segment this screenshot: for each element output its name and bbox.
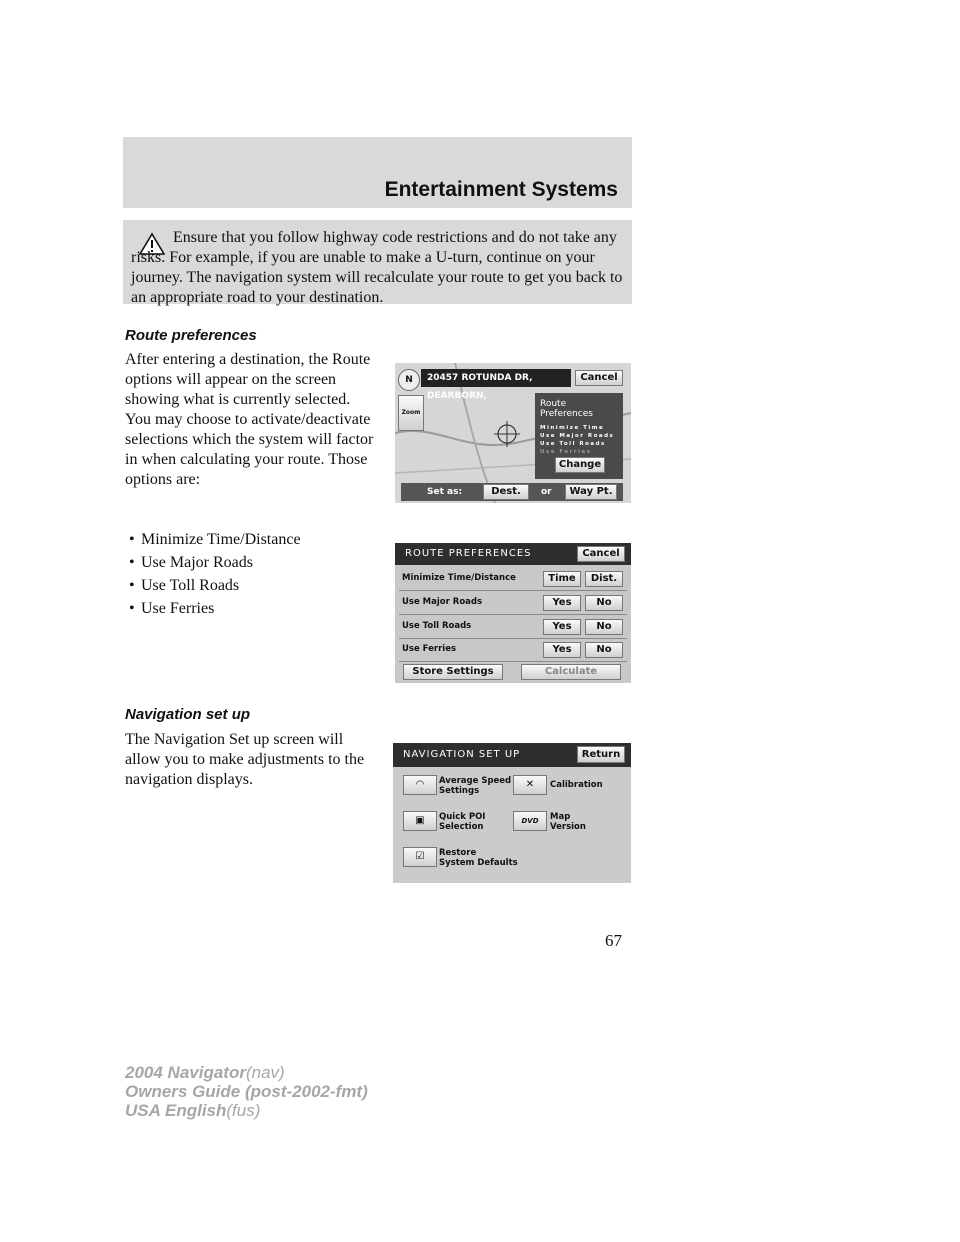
navigation-setup-screen-image [393, 743, 631, 883]
screen-title: NAVIGATION SET UP [393, 743, 631, 767]
tools-icon[interactable]: ✕ [513, 775, 547, 795]
zoom-button[interactable]: Zoom [398, 395, 424, 431]
cancel-button[interactable]: Cancel [577, 546, 625, 562]
toll-roads-no-button[interactable]: No [585, 619, 623, 635]
warning-box [123, 220, 632, 304]
header-band [123, 137, 632, 208]
route-preferences-screen-image [395, 543, 631, 683]
quick-poi-selection-label: Quick POI Selection [439, 812, 486, 832]
option-toll-roads: Use Toll Roads [540, 441, 606, 447]
ferries-no-button[interactable]: No [585, 642, 623, 658]
cancel-button[interactable]: Cancel [575, 370, 623, 386]
time-button[interactable]: Time [543, 571, 581, 587]
screen-title: ROUTE PREFERENCES [395, 543, 631, 565]
warning-text: Ensure that you follow highway code restrictions and do not take any risks. For example, if you are unable to make a U-turn, continue on your journey. The navigation system will recalculate your route to get you back to an appropriate road to your destination. [131, 229, 623, 306]
footer: 2004 Navigator(nav) Owners Guide (post-2002-fmt) USA English(fus) [125, 1063, 368, 1120]
compass-north-icon[interactable]: N [398, 369, 420, 391]
pref-row-major-roads: Use Major Roads Yes No [399, 592, 627, 615]
dvd-icon[interactable]: DVD [513, 811, 547, 831]
destination-address: 20457 ROTUNDA DR, DEARBORN, [421, 369, 571, 387]
route-preferences-body: After entering a destination, the Route options will appear on the screen showing what is currently selected. You may choose to activate/deactivate selections which the system will factor in when calculating your route. Those options are: [125, 351, 374, 488]
list-item: • Use Major Roads [129, 554, 253, 571]
average-speed-settings-label: Average Speed Settings [439, 776, 512, 796]
speedometer-icon[interactable]: ◠ [403, 775, 437, 795]
store-settings-button[interactable]: Store Settings [403, 664, 503, 680]
option-major-roads: Use Major Roads [540, 433, 615, 439]
list-item: • Use Ferries [129, 600, 215, 617]
navigation-setup-heading: Navigation set up [125, 706, 251, 723]
list-item: • Minimize Time/Distance [129, 531, 301, 548]
pref-row-ferries: Use Ferries Yes No [399, 639, 627, 662]
route-options-list [129, 528, 301, 620]
restore-system-defaults-label: Restore System Defaults [439, 848, 518, 868]
navigation-setup-body: The Navigation Set up screen will allow you to make adjustments to the navigation displays. [125, 731, 365, 788]
map-version-label: Map Version [550, 812, 586, 832]
option-minimize-time: Minimize Time [540, 425, 605, 431]
distance-button[interactable]: Dist. [585, 571, 623, 587]
pref-row-time-distance: Minimize Time/Distance Time Dist. [399, 568, 627, 591]
set-as-bar: Set as: Dest. or Way Pt. [401, 483, 623, 501]
way-point-button[interactable]: Way Pt. [565, 484, 617, 500]
toll-roads-yes-button[interactable]: Yes [543, 619, 581, 635]
route-preferences-heading: Route preferences [125, 327, 257, 344]
poi-icon[interactable]: ▣ [403, 811, 437, 831]
calibration-label: Calibration [550, 780, 603, 790]
return-button[interactable]: Return [577, 746, 625, 763]
route-preferences-panel: Route Preferences Minimize Time Use Major Roads Use Toll Roads Use Ferries Change [535, 393, 623, 479]
page-number: 67 [605, 931, 622, 950]
map-screen-image [395, 363, 631, 503]
ferries-yes-button[interactable]: Yes [543, 642, 581, 658]
dest-button[interactable]: Dest. [483, 484, 529, 500]
major-roads-no-button[interactable]: No [585, 595, 623, 611]
calculate-button[interactable]: Calculate [521, 664, 621, 680]
checkbox-icon[interactable]: ☑ [403, 847, 437, 867]
major-roads-yes-button[interactable]: Yes [543, 595, 581, 611]
list-item: • Use Toll Roads [129, 577, 240, 594]
change-button[interactable]: Change [555, 457, 605, 473]
section-title: Entertainment Systems [384, 178, 618, 201]
option-ferries: Use Ferries [540, 449, 592, 455]
pref-row-toll-roads: Use Toll Roads Yes No [399, 616, 627, 639]
